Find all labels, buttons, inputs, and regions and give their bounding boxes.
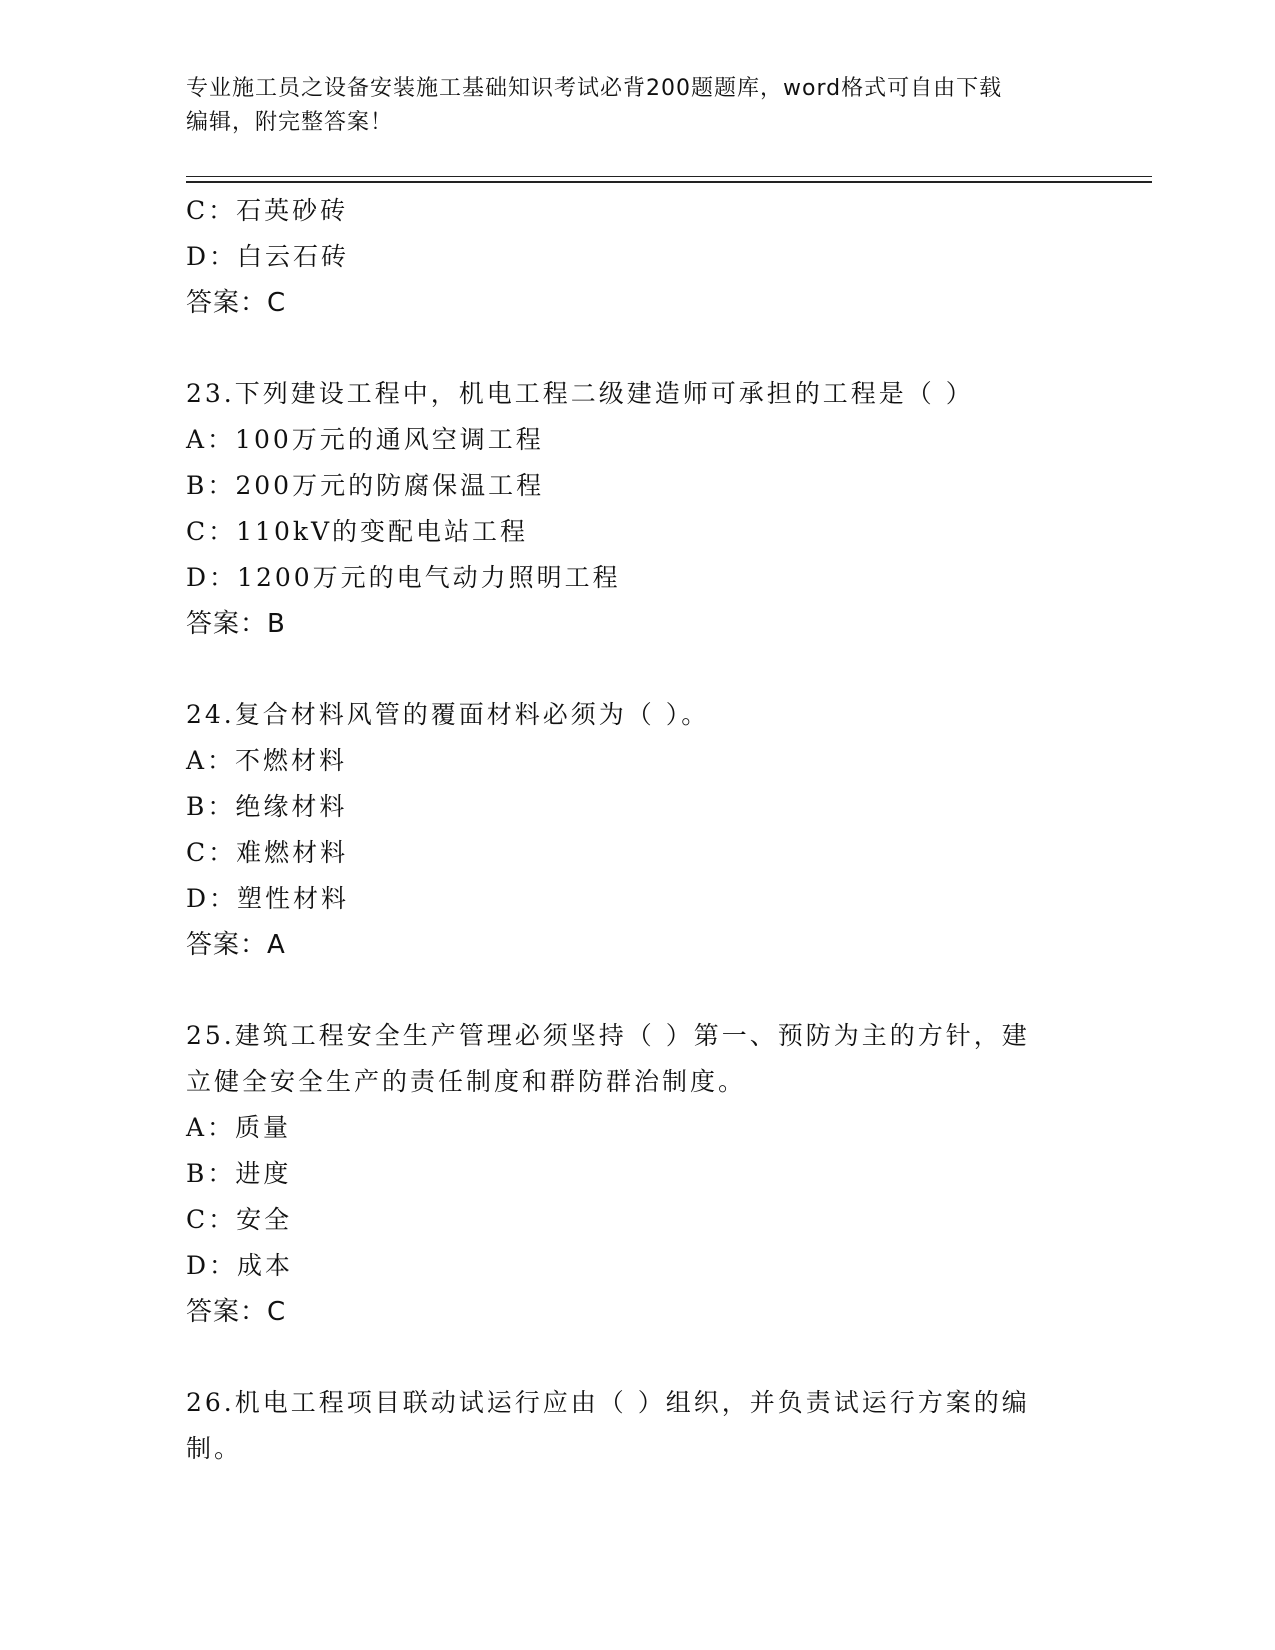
option-d: D：成本 <box>186 1251 294 1280</box>
question-stem-line-2: 立健全安全生产的责任制度和群防群治制度。 <box>186 1067 747 1096</box>
question-stem-line-1: 25.建筑工程安全生产管理必须坚持（ ）第一、预防为主的方针，建 <box>186 1021 1030 1050</box>
option-c: C：110kV的变配电站工程 <box>186 517 529 546</box>
question-list <box>186 188 1086 1472</box>
question-24 <box>186 692 1086 968</box>
question-stem: 24.复合材料风管的覆面材料必须为（ ）。 <box>186 700 710 729</box>
option-d: D：1200万元的电气动力照明工程 <box>186 563 621 592</box>
answer-line: 答案：B <box>186 609 286 639</box>
option-b: B：进度 <box>186 1159 292 1188</box>
question-25 <box>186 1013 1086 1335</box>
header-title-line-2: 编辑，附完整答案！ <box>186 110 394 135</box>
answer-line: 答案：C <box>186 288 287 318</box>
answer-line: 答案：A <box>186 930 286 960</box>
option-a: A：不燃材料 <box>186 746 348 775</box>
option-c: C：难燃材料 <box>186 838 349 867</box>
option-a: A：质量 <box>186 1113 292 1142</box>
prev-question-block <box>186 188 1086 326</box>
header-divider-thick <box>186 181 1152 183</box>
option-c: C：石英砂砖 <box>186 196 349 225</box>
question-26 <box>186 1380 1086 1472</box>
option-c: C：安全 <box>186 1205 293 1234</box>
option-d: D：白云石砖 <box>186 242 350 271</box>
question-stem: 23.下列建设工程中，机电工程二级建造师可承担的工程是（ ） <box>186 379 974 408</box>
option-a: A：100万元的通风空调工程 <box>186 425 544 454</box>
question-stem-line-1: 26.机电工程项目联动试运行应由（ ）组织，并负责试运行方案的编 <box>186 1388 1030 1417</box>
question-stem-line-2: 制。 <box>186 1434 243 1463</box>
option-b: B：绝缘材料 <box>186 792 348 821</box>
header-divider-thin <box>186 176 1152 177</box>
option-d: D：塑性材料 <box>186 884 350 913</box>
question-23 <box>186 371 1086 647</box>
header-title-line-1: 专业施工员之设备安装施工基础知识考试必背200题题库，word格式可自由下载 <box>186 76 1003 101</box>
option-b: B：200万元的防腐保温工程 <box>186 471 545 500</box>
document-header <box>186 72 1086 140</box>
answer-line: 答案：C <box>186 1297 287 1327</box>
